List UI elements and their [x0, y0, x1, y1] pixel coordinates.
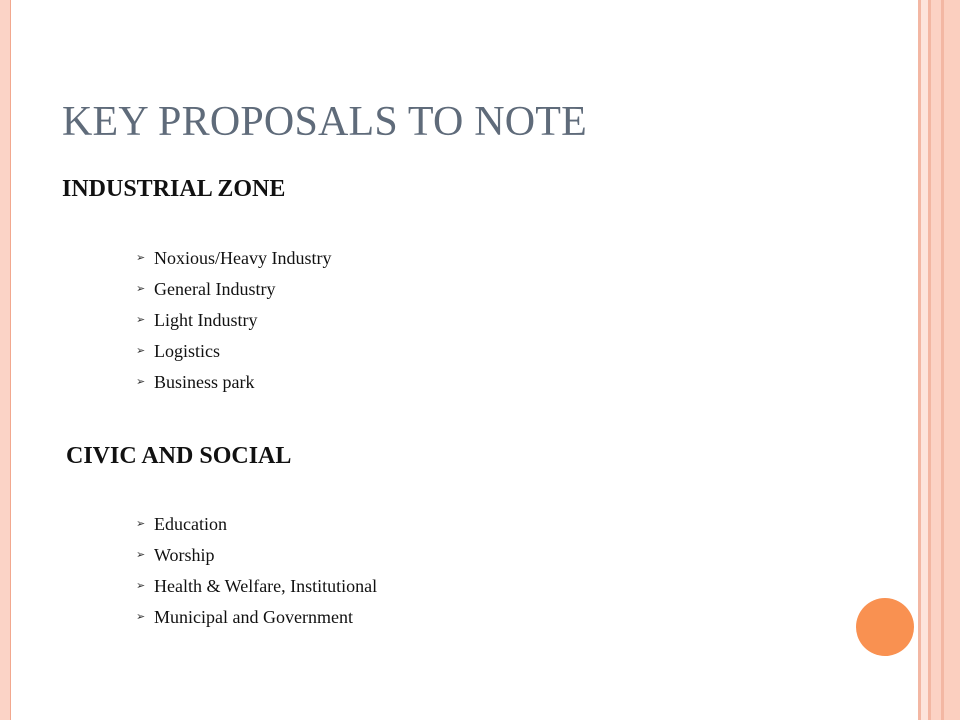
list-item — [136, 607, 377, 638]
list-item-label: Logistics — [154, 341, 220, 361]
list-item — [136, 310, 331, 341]
section-heading-industrial-zone: INDUSTRIAL ZONE — [62, 176, 286, 202]
list-item-label: Municipal and Government — [154, 607, 353, 627]
list-item-label: Business park — [154, 372, 255, 392]
chevron-right-icon: ➢ — [136, 344, 146, 357]
right-border-stripe — [921, 0, 928, 720]
chevron-right-icon: ➢ — [136, 548, 146, 561]
chevron-right-icon: ➢ — [136, 313, 146, 326]
decorative-circle — [856, 598, 914, 656]
chevron-right-icon: ➢ — [136, 610, 146, 623]
list-item-label: Light Industry — [154, 310, 258, 330]
list-item-label: General Industry — [154, 279, 276, 299]
list-item — [136, 576, 377, 607]
civic-and-social-list — [136, 514, 377, 638]
chevron-right-icon: ➢ — [136, 579, 146, 592]
list-item — [136, 279, 331, 310]
section-heading-civic-and-social: CIVIC AND SOCIAL — [66, 443, 292, 469]
right-border-stripe — [931, 0, 941, 720]
list-item — [136, 514, 377, 545]
chevron-right-icon: ➢ — [136, 251, 146, 264]
list-item-label: Health & Welfare, Institutional — [154, 576, 378, 596]
list-item — [136, 341, 331, 372]
list-item — [136, 248, 331, 279]
industrial-zone-list — [136, 248, 331, 403]
list-item-label: Noxious/Heavy Industry — [154, 248, 332, 268]
list-item-label: Education — [154, 514, 227, 534]
left-border — [0, 0, 11, 720]
right-border-stripe — [944, 0, 960, 720]
chevron-right-icon: ➢ — [136, 282, 146, 295]
list-item — [136, 545, 377, 576]
chevron-right-icon: ➢ — [136, 375, 146, 388]
list-item — [136, 372, 331, 403]
slide-title: KEY PROPOSALS TO NOTE — [62, 99, 587, 145]
list-item-label: Worship — [154, 545, 215, 565]
chevron-right-icon: ➢ — [136, 517, 146, 530]
